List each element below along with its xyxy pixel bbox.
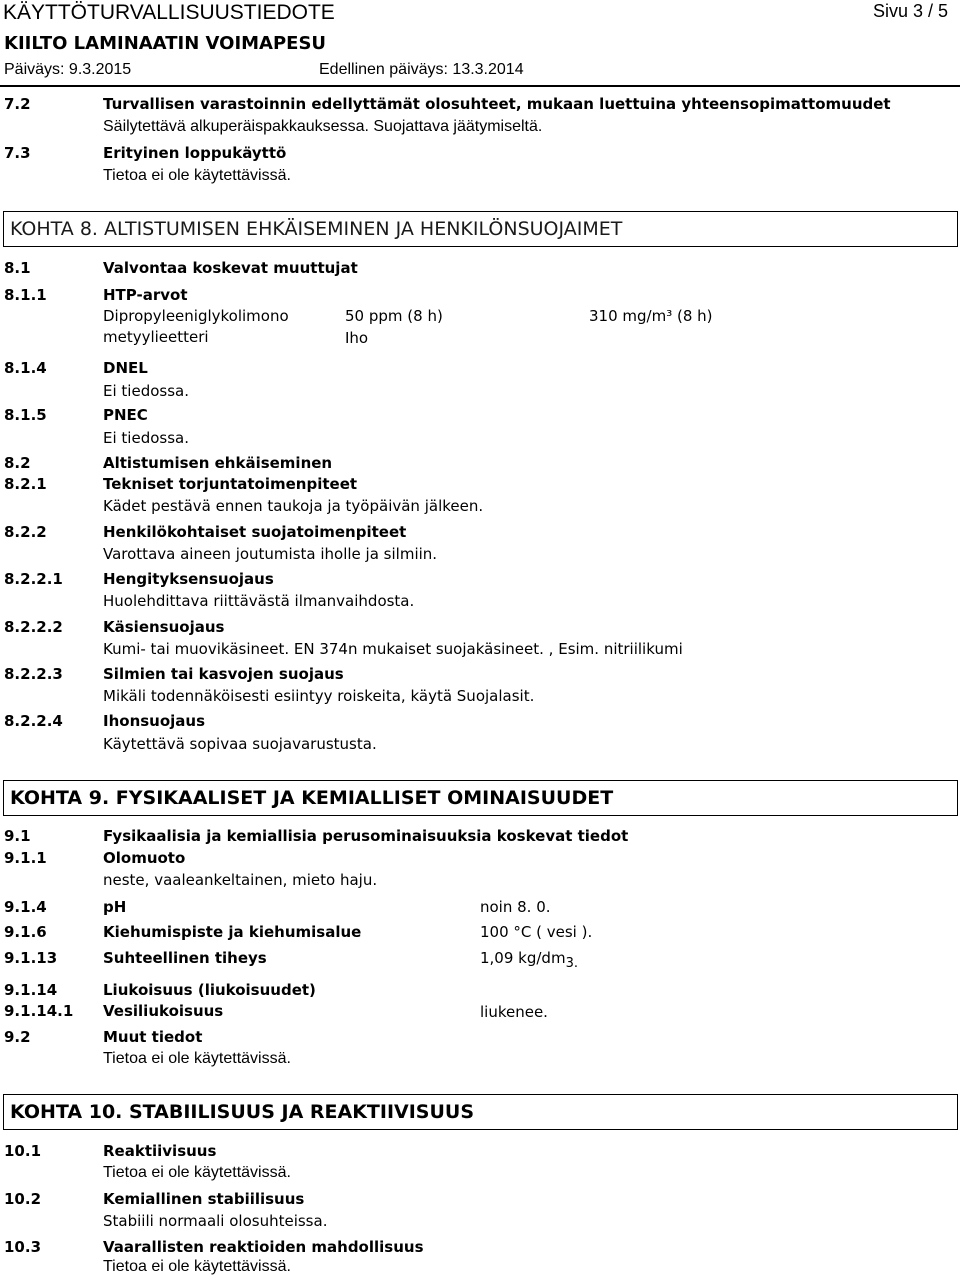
property-value: 100 °C ( vesi ). (480, 923, 593, 941)
section-title: Altistumisen ehkäiseminen (103, 454, 333, 472)
issue-date: Päiväys: 9.3.2015 (4, 61, 132, 78)
section-number: 7.2 (4, 95, 31, 113)
section-number: 10.3 (4, 1238, 42, 1256)
section-number: 8.2 (4, 454, 31, 472)
section-number: 10.1 (4, 1142, 42, 1160)
section-text: Tietoa ei ole käytettävissä. (103, 1164, 291, 1181)
htp-mg-value: 310 mg/m³ (8 h) (589, 307, 713, 325)
section-text: Tietoa ei ole käytettävissä. (103, 1258, 291, 1275)
property-value: noin 8. 0. (480, 898, 551, 916)
section-text: Käytettävä sopivaa suojavarustusta. (103, 735, 377, 753)
section-title: Olomuoto (103, 849, 186, 867)
section-10-heading-text: KOHTA 10. STABIILISUUS JA REAKTIIVISUUS (10, 1101, 475, 1123)
section-title: Hengityksensuojaus (103, 570, 274, 588)
page-number: Sivu 3 / 5 (873, 1, 949, 21)
section-title: Kemiallinen stabiilisuus (103, 1190, 305, 1208)
section-number: 7.3 (4, 144, 31, 162)
section-title: Vesiliukoisuus (103, 1002, 224, 1020)
section-number: 9.1.4 (4, 898, 47, 916)
section-text: Ei tiedossa. (103, 382, 189, 400)
section-number: 8.1.5 (4, 406, 47, 424)
section-title: PNEC (103, 406, 148, 424)
section-title: Henkilökohtaiset suojatoimenpiteet (103, 523, 407, 541)
htp-skin-note: Iho (345, 329, 369, 347)
section-text: Mikäli todennäköisesti esiintyy roiskeita, käytä Suojalasit. (103, 687, 535, 705)
section-number: 9.1.14 (4, 981, 58, 999)
htp-ppm-value: 50 ppm (8 h) (345, 307, 443, 325)
product-name: KIILTO LAMINAATIN VOIMAPESU (4, 33, 327, 54)
property-value: liukenee. (480, 1003, 548, 1021)
section-title: Valvontaa koskevat muuttujat (103, 259, 358, 277)
section-title: Reaktiivisuus (103, 1142, 217, 1160)
section-text: Stabiili normaali olosuhteissa. (103, 1212, 328, 1230)
section-number: 8.1.1 (4, 286, 47, 304)
section-number: 8.1.4 (4, 359, 47, 377)
section-number: 9.1.14.1 (4, 1002, 74, 1020)
section-number: 8.2.2.3 (4, 665, 63, 683)
section-text: neste, vaaleankeltainen, mieto haju. (103, 871, 378, 889)
section-9-heading (3, 780, 958, 816)
section-number: 9.1.6 (4, 923, 47, 941)
section-text: Kumi- tai muovikäsineet. EN 374n mukaiset suojakäsineet. , Esim. nitriilikumi (103, 640, 683, 658)
section-text: Tietoa ei ole käytettävissä. (103, 1050, 291, 1067)
section-title: HTP-arvot (103, 286, 188, 304)
section-number: 9.1.1 (4, 849, 47, 867)
section-title: Tekniset torjuntatoimenpiteet (103, 475, 358, 493)
section-title: Suhteellinen tiheys (103, 949, 267, 967)
section-title: Ihonsuojaus (103, 712, 206, 730)
section-title: Kiehumispiste ja kiehumisalue (103, 923, 362, 941)
previous-date: Edellinen päiväys: 13.3.2014 (319, 61, 524, 78)
htp-substance: Dipropyleeniglykolimono (103, 307, 289, 325)
section-title: Vaarallisten reaktioiden mahdollisuus (103, 1238, 424, 1256)
section-8-heading (3, 211, 958, 247)
section-number: 9.1.13 (4, 949, 58, 967)
section-title: Erityinen loppukäyttö (103, 144, 287, 162)
section-number: 9.1 (4, 827, 31, 845)
section-number: 8.2.1 (4, 475, 47, 493)
section-number: 8.2.2.2 (4, 618, 63, 636)
section-number: 8.2.2.1 (4, 570, 63, 588)
section-number: 8.2.2.4 (4, 712, 63, 730)
section-number: 8.2.2 (4, 523, 47, 541)
document-title: KÄYTTÖTURVALLISUUSTIEDOTE (3, 1, 335, 24)
section-title: Liukoisuus (liukoisuudet) (103, 981, 316, 999)
density-unit-sub: 3. (565, 956, 578, 971)
section-number: 10.2 (4, 1190, 42, 1208)
section-title: pH (103, 898, 127, 916)
property-value (480, 949, 578, 971)
htp-substance-cont: metyylieetteri (103, 328, 209, 346)
section-10-heading (3, 1094, 958, 1130)
section-8-heading-text: KOHTA 8. ALTISTUMISEN EHKÄISEMINEN JA HENKILÖNSUOJAIMET (10, 218, 623, 240)
section-title: DNEL (103, 359, 148, 377)
section-title: Muut tiedot (103, 1028, 203, 1046)
section-text: Ei tiedossa. (103, 429, 189, 447)
section-text: Varottava aineen joutumista iholle ja silmiin. (103, 545, 438, 563)
section-text: Huolehdittava riittävästä ilmanvaihdosta. (103, 592, 415, 610)
header-divider (0, 85, 960, 87)
section-text: Säilytettävä alkuperäispakkauksessa. Suojattava jäätymiseltä. (103, 118, 543, 135)
section-text: Tietoa ei ole käytettävissä. (103, 167, 291, 184)
section-text: Kädet pestävä ennen taukoja ja työpäivän jälkeen. (103, 497, 484, 515)
section-title: Fysikaalisia ja kemiallisia perusominaisuuksia koskevat tiedot (103, 827, 629, 845)
section-9-heading-text: KOHTA 9. FYSIKAALISET JA KEMIALLISET OMINAISUUDET (10, 787, 614, 809)
section-number: 8.1 (4, 259, 31, 277)
section-title: Käsiensuojaus (103, 618, 225, 636)
density-value: 1,09 kg/dm (480, 949, 566, 967)
section-title: Turvallisen varastoinnin edellyttämät olosuhteet, mukaan luettuina yhteensopimattomuudet (103, 95, 891, 113)
section-number: 9.2 (4, 1028, 31, 1046)
section-title: Silmien tai kasvojen suojaus (103, 665, 344, 683)
